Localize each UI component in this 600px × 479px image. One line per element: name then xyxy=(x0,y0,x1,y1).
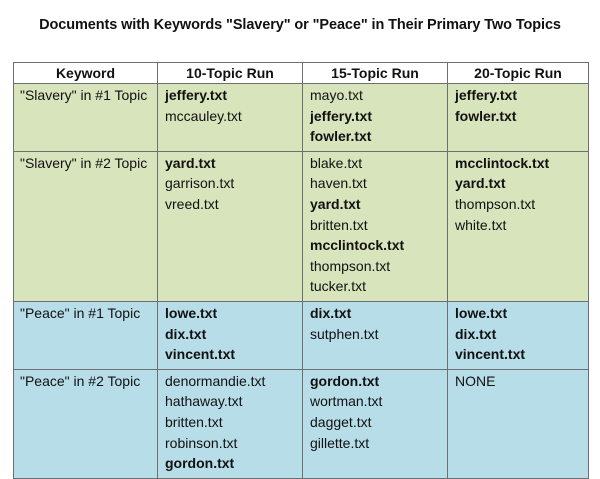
run-cell xyxy=(448,84,589,152)
document-filename: mayo.txt xyxy=(310,87,363,103)
document-filename: thompson.txt xyxy=(455,195,536,212)
keyword-cell: "Slavery" in #2 Topic xyxy=(14,151,158,301)
document-filename: sutphen.txt xyxy=(310,325,379,342)
document-filename: britten.txt xyxy=(165,413,223,430)
run-cell xyxy=(303,301,448,369)
document-filename: mcclintock.txt xyxy=(310,237,405,254)
document-filename: thompson.txt xyxy=(310,257,391,274)
document-filename: gordon.txt xyxy=(165,455,235,472)
header-10-topic-run: 10-Topic Run xyxy=(158,63,303,84)
document-filename: vreed.txt xyxy=(165,195,219,212)
document-filename: yard.txt xyxy=(165,154,216,171)
table-row xyxy=(14,84,589,152)
document-filename: lowe.txt xyxy=(165,304,218,321)
document-filename: lowe.txt xyxy=(455,304,508,321)
document-filename: dix.txt xyxy=(310,304,352,321)
document-filename: robinson.txt xyxy=(165,434,238,451)
keyword-cell: "Peace" in #1 Topic xyxy=(14,301,158,369)
run-cell xyxy=(158,84,303,152)
document-filename: jeffery.txt xyxy=(455,87,517,103)
document-filename: denormandie.txt xyxy=(165,372,266,389)
document-filename: yard.txt xyxy=(310,195,361,212)
document-filename: vincent.txt xyxy=(455,346,526,363)
document-filename: jeffery.txt xyxy=(310,107,372,124)
document-filename: garrison.txt xyxy=(165,175,235,192)
document-filename: wortman.txt xyxy=(310,393,383,410)
keyword-cell: "Peace" in #2 Topic xyxy=(14,369,158,478)
run-cell xyxy=(158,301,303,369)
document-filename: blake.txt xyxy=(310,154,363,171)
run-cell xyxy=(448,301,589,369)
table-row xyxy=(14,301,589,369)
none-label: NONE xyxy=(455,372,496,389)
page-title: Documents with Keywords "Slavery" or "Peace" in Their Primary Two Topics xyxy=(39,17,561,33)
document-filename: fowler.txt xyxy=(310,128,372,145)
document-filename: britten.txt xyxy=(310,216,368,233)
document-filename: vincent.txt xyxy=(165,346,236,363)
document-filename: tucker.txt xyxy=(310,278,367,295)
table-body xyxy=(14,84,589,479)
document-filename: gillette.txt xyxy=(310,434,370,451)
document-filename: dix.txt xyxy=(455,325,497,342)
header-15-topic-run: 15-Topic Run xyxy=(303,63,448,84)
document-filename: mccauley.txt xyxy=(165,107,242,124)
document-filename: fowler.txt xyxy=(455,107,517,124)
document-filename: dix.txt xyxy=(165,325,207,342)
document-filename: yard.txt xyxy=(455,175,506,192)
document-filename: haven.txt xyxy=(310,175,367,192)
document-filename: gordon.txt xyxy=(310,372,380,389)
run-cell xyxy=(158,151,303,301)
run-cell xyxy=(303,369,448,478)
run-cell xyxy=(303,84,448,152)
run-cell xyxy=(448,369,589,478)
document-filename: dagget.txt xyxy=(310,413,372,430)
run-cell xyxy=(303,151,448,301)
table-row xyxy=(14,151,589,301)
header-keyword: Keyword xyxy=(14,63,158,84)
keyword-cell: "Slavery" in #1 Topic xyxy=(14,84,158,152)
run-cell xyxy=(158,369,303,478)
table-row xyxy=(14,369,589,478)
document-filename: mcclintock.txt xyxy=(455,154,550,171)
header-20-topic-run: 20-Topic Run xyxy=(448,63,589,84)
run-cell xyxy=(448,151,589,301)
document-filename: white.txt xyxy=(455,216,507,233)
header-row xyxy=(14,63,589,84)
document-filename: hathaway.txt xyxy=(165,393,243,410)
topics-table xyxy=(13,62,589,479)
document-filename: jeffery.txt xyxy=(165,87,227,103)
